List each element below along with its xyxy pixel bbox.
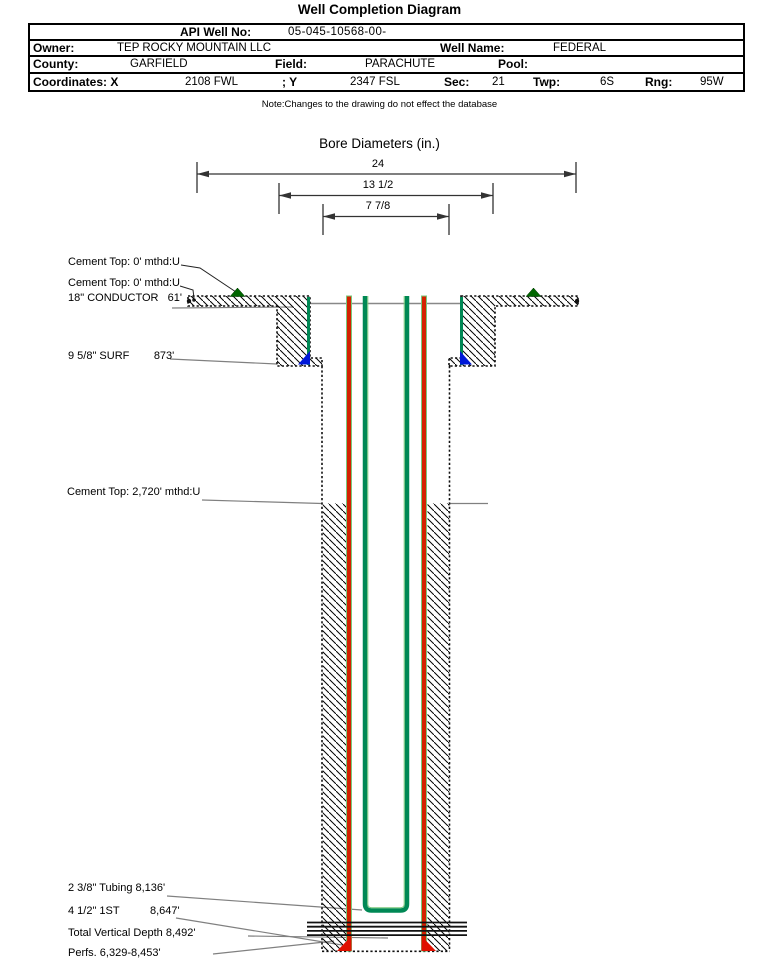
tubing-label: 2 3/8" Tubing 8,136' — [68, 882, 166, 894]
cement-top-0-label-2: Cement Top: 0' mthd:U — [68, 277, 180, 289]
database-note: Note:Changes to the drawing do not effect the database — [261, 99, 498, 110]
leader-lines-cement-top — [180, 265, 236, 298]
cement-top-marker-right — [526, 288, 541, 297]
rng-value: 95W — [700, 76, 724, 88]
conductor-label: 18" CONDUCTOR 61' — [68, 292, 182, 304]
table-row-api — [30, 25, 743, 39]
well-header-table — [28, 23, 745, 92]
production-casing-left — [347, 296, 352, 951]
rng-label: Rng: — [645, 75, 673, 89]
bore-dim-13-1-2: 13 1/2 — [362, 179, 394, 191]
county-value: GARFIELD — [130, 58, 188, 70]
well-name-value: FEDERAL — [553, 42, 607, 54]
cement-column-left — [323, 504, 347, 952]
coord-x-value: 2108 FWL — [185, 76, 239, 88]
conductor-cement-right — [449, 296, 578, 366]
cement-top-0-label-1: Cement Top: 0' mthd:U — [68, 256, 180, 268]
bore-dim-24: 24 — [371, 158, 385, 170]
twp-label: Twp: — [533, 75, 561, 89]
owner-label: Owner: — [33, 41, 75, 55]
table-row-coordinates — [30, 72, 743, 90]
bore-diameters-title: Bore Diameters (in.) — [319, 136, 440, 151]
production-casing-label: 4 1/2" 1ST 8,647' — [68, 905, 180, 917]
conductor-end-left — [187, 299, 191, 303]
county-label: County: — [33, 57, 79, 71]
cement-top-2720-label: Cement Top: 2,720' mthd:U — [67, 486, 201, 498]
field-label: Field: — [275, 57, 307, 71]
page-title: Well Completion Diagram — [297, 2, 462, 17]
production-casing-right — [422, 296, 427, 951]
twp-value: 6S — [600, 76, 615, 88]
well-name-label: Well Name: — [440, 41, 505, 55]
pool-label: Pool: — [498, 57, 528, 71]
table-row-owner — [30, 39, 743, 55]
conductor-cement-left — [188, 296, 322, 366]
tubing — [365, 296, 407, 911]
coord-y-value: 2347 FSL — [350, 76, 400, 88]
coord-y-label: ; Y — [282, 75, 298, 89]
bore-dimension-lines — [197, 162, 576, 235]
tubing-inner-edge — [368, 296, 404, 908]
owner-value: TEP ROCKY MOUNTAIN LLC — [117, 42, 272, 54]
cement-column-right — [428, 504, 450, 952]
api-value: 05-045-10568-00- — [288, 26, 387, 38]
coordinates-label: Coordinates: X — [33, 75, 119, 89]
sec-label: Sec: — [444, 75, 470, 89]
sec-value: 21 — [492, 76, 505, 88]
bore-dim-7-7-8: 7 7/8 — [365, 200, 391, 212]
table-row-county — [30, 55, 743, 72]
conductor-end-right — [575, 299, 579, 303]
perfs-label: Perfs. 6,329-8,453' — [68, 947, 161, 959]
api-label: API Well No: — [180, 25, 252, 39]
surface-casing-label: 9 5/8" SURF 873' — [68, 350, 175, 362]
field-value: PARACHUTE — [365, 58, 436, 70]
tvd-label: Total Vertical Depth 8,492' — [68, 927, 196, 939]
